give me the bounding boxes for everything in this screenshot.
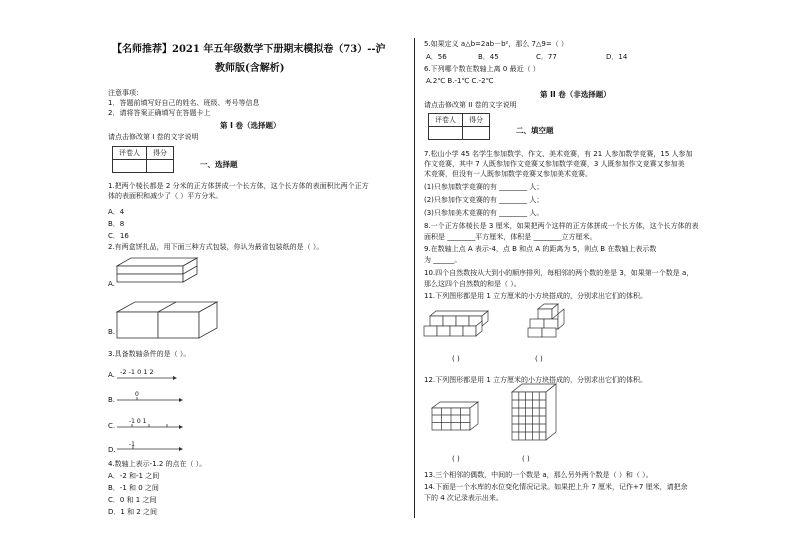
q9-text-line1: 9.在数轴上点 A 表示-4，点 B 和点 A 的距离为 5，则点 B 在数轴上表示数 <box>424 245 657 253</box>
q3-option-c[interactable]: C. <box>108 422 116 430</box>
q2-option-b[interactable]: B. <box>108 328 116 336</box>
score-blank-cell[interactable] <box>429 127 463 140</box>
q11-cube-figure-1 <box>424 308 494 338</box>
score-blank-cell[interactable] <box>463 127 490 140</box>
q4-option-b[interactable]: B．-1 和 0 之间 <box>108 484 159 492</box>
q8-text-line1: 8.一个正方体棱长是 3 厘米，如果把两个这样的正方体拼成一个长方体，这个长方体的表 <box>424 222 699 230</box>
q12-answer-blank-1[interactable]: ( ) <box>452 455 460 463</box>
q4-text: 4.数轴上表示-1.2 的点在（ ）。 <box>108 460 207 468</box>
q7-text-line3: 术竞赛，但没有一人既参加数学竞赛又参加美术竞赛。 <box>424 170 592 178</box>
q1-text-line2: 体的表面积和减少了（ ）平方分米。 <box>108 192 223 200</box>
q12-cube-figure-1 <box>432 402 482 432</box>
q4-option-a[interactable]: A．-2 和-1 之间 <box>108 472 160 480</box>
part1-instruction: 请点击修改第 I 卷的文字说明 <box>108 133 199 141</box>
q1-text-line1: 1.把两个棱长都是 2 分米的正方体拼成一个长方体，这个长方体的表面积比两个正方 <box>108 182 369 190</box>
q11-text: 11.下列图形都是用 1 立方厘米的小方块搭成的，分别求出它们的体积。 <box>424 292 648 300</box>
q5-option-c[interactable]: C．77 <box>536 53 557 61</box>
q5-option-d[interactable]: D．14 <box>606 53 628 61</box>
q3-text: 3.具备数轴条件的是（ ）。 <box>108 350 191 358</box>
q1-option-a[interactable]: A．4 <box>108 208 125 216</box>
q7-text-line1: 7.松山小学 45 名学生参加数学、作文、美术竞赛，有 21 人参加数学竞赛，15 人参加 <box>424 150 693 158</box>
notice-item-1: 1．答题前填写好自己的姓名、班级、考号等信息 <box>108 99 260 107</box>
q2-option-a[interactable]: A. <box>108 280 115 288</box>
q7-sub-1[interactable]: (1)只参加数学竞赛的有 ________ 人； <box>424 183 544 191</box>
q5-option-a[interactable]: A．56 <box>426 53 447 61</box>
section-fill-heading: 二、填空题 <box>516 126 554 135</box>
part2-heading: 第 II 卷（非选择题） <box>540 90 611 99</box>
q6-text: 6.下列哪个数在数轴上离 0 最近（ ） <box>424 65 540 73</box>
q11-cube-figure-2 <box>528 304 568 338</box>
score-blank-cell[interactable] <box>147 160 174 173</box>
q1-option-b[interactable]: B．8 <box>108 220 125 228</box>
q11-answer-blank-1[interactable]: ( ) <box>452 355 460 363</box>
notice-heading: 注意事项： <box>108 89 143 97</box>
part2-instruction: 请点击修改第 II 卷的文字说明 <box>424 101 517 109</box>
q1-option-c[interactable]: C．16 <box>108 232 129 240</box>
q12-text: 12.下列图形都是用 1 立方厘米的小方块搭成的，分别求出它们的体积。 <box>424 376 648 384</box>
q14-text-line2: 下的 4 次记录表示出来。 <box>424 494 503 502</box>
q3-axis-c-labels: -1 0 1 <box>129 418 147 425</box>
q2-box-figure-a <box>117 258 197 284</box>
q12-cube-figure-2 <box>512 384 558 442</box>
score-col-grader: 评卷人 <box>429 114 463 127</box>
page-title-line1: 【名师推荐】2021 年五年级数学下册期末模拟卷（73）--沪 <box>112 44 386 55</box>
part2-score-table <box>428 113 490 140</box>
q14-text-line1: 14.下面是一个水库的水位变化情况记录。如果把上升 7 厘米，记作+7 厘米，请把余 <box>424 483 688 491</box>
q2-box-figure-b <box>117 302 217 342</box>
section-choice-heading: 一、选择题 <box>200 160 238 169</box>
q10-text-line1: 10.四个自然数按从大到小的顺序排列，每相邻的两个数的差是 3，如果第一个数是 a， <box>424 269 694 277</box>
q11-answer-blank-2[interactable]: ( ) <box>535 355 543 363</box>
q3-axis-b-zero: 0 <box>135 391 139 398</box>
q7-sub-2[interactable]: (2)只参加作文竞赛的有 ________ 人； <box>424 196 544 204</box>
column-divider <box>414 38 415 518</box>
q3-option-a[interactable]: A. <box>108 371 115 379</box>
notice-item-2: 2．请将答案正确填写在答题卡上 <box>108 109 211 117</box>
q3-option-b[interactable]: B. <box>108 396 116 404</box>
score-col-score: 得分 <box>463 114 490 127</box>
q4-option-d[interactable]: D．1 和 2 之间 <box>108 508 157 516</box>
q3-option-d[interactable]: D. <box>108 446 116 454</box>
q5-text: 5.如果定义 a△b=2ab－b²，那么 7△9=（ ） <box>424 40 568 48</box>
q4-option-c[interactable]: C．0 和 1 之间 <box>108 496 157 504</box>
q2-text: 2.有两盒饼扎品，用下面三种方式包装，你认为最省包装纸的是（ ）。 <box>108 243 324 251</box>
part1-score-table <box>112 146 174 173</box>
q3-axis-d-label: -1 <box>129 441 135 448</box>
score-col-grader: 评卷人 <box>113 147 147 160</box>
q3-axis-a-labels: -2 -1 0 1 2 <box>120 368 154 376</box>
q9-text-line2[interactable]: 为 ______。 <box>424 256 462 264</box>
q7-sub-3[interactable]: (3)只参加美术竞赛的有 ________ 人。 <box>424 209 544 217</box>
q8-text-line2[interactable]: 面积是 ________平方厘米，体积是 ________立方厘米。 <box>424 233 597 241</box>
q12-answer-blank-2[interactable]: ( ) <box>522 455 530 463</box>
q3-axis-c <box>117 424 183 434</box>
q6-options[interactable]: A.2℃ B.-1℃ C.-2℃ <box>426 77 494 85</box>
q10-text-line2[interactable]: 那么这四个自然数的和是（ ）。 <box>424 280 521 288</box>
q3-axis-b <box>117 392 183 402</box>
score-col-score: 得分 <box>147 147 174 160</box>
part1-heading: 第 I 卷（选择题） <box>220 121 281 130</box>
q7-text-line2: 作文竞赛，其中 7 人既参加作文竞赛又参加数学竞赛，3 人既参加作文竞赛又参加美 <box>424 160 685 168</box>
page-title-line2: 教师版(含解析) <box>215 63 285 74</box>
q3-axis-d <box>117 446 183 456</box>
score-blank-cell[interactable] <box>113 160 147 173</box>
q13-text[interactable]: 13.三个相邻的偶数，中间的一个数是 a，那么另外两个数是（ ）和（ ）。 <box>424 471 653 479</box>
q5-option-b[interactable]: B．45 <box>478 53 499 61</box>
